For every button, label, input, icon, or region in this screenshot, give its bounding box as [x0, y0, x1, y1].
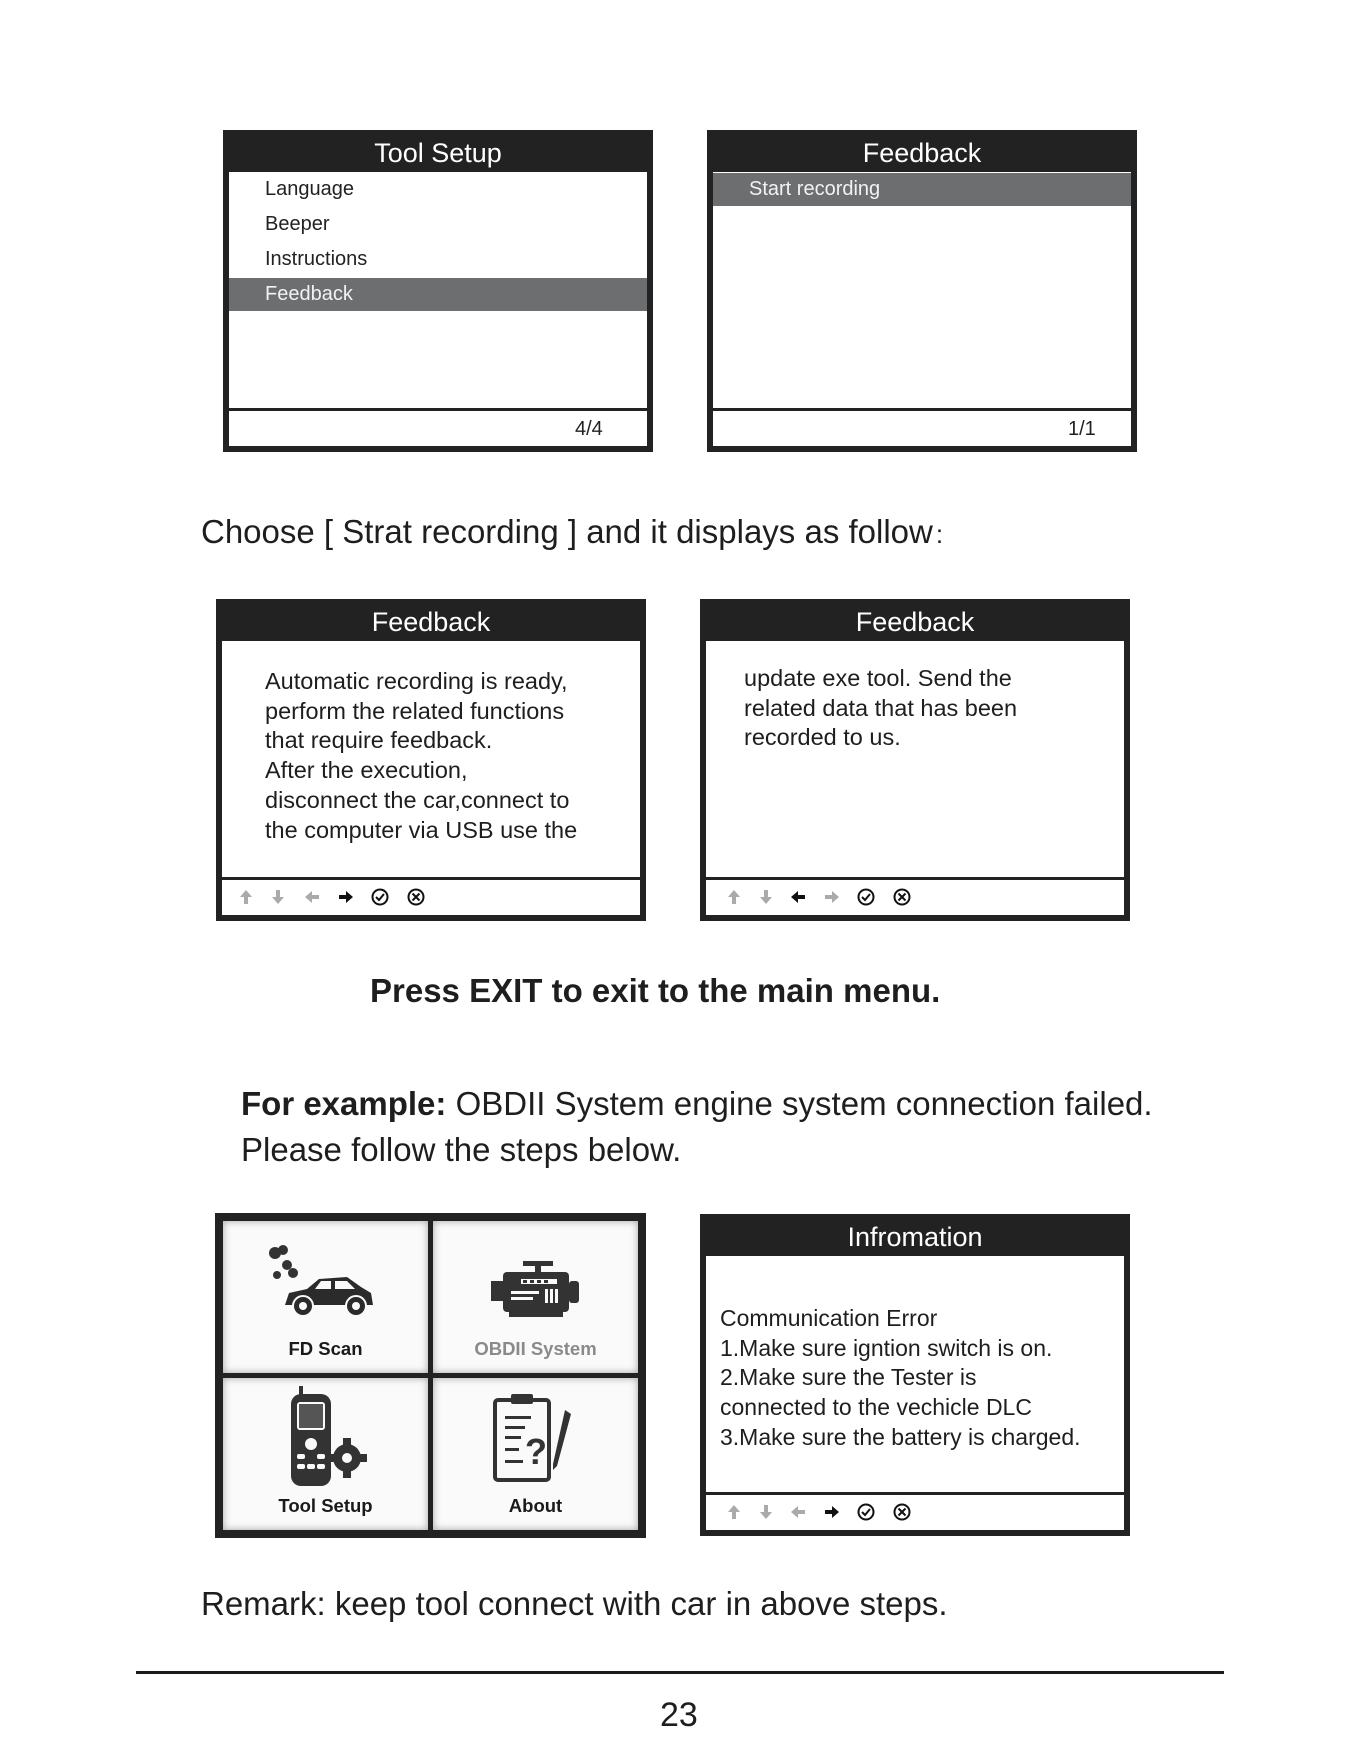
nav-bar: [706, 880, 1124, 915]
message-line: disconnect the car,connect to: [265, 786, 570, 813]
screen-title: Feedback: [862, 138, 982, 168]
right-arrow-icon[interactable]: [822, 1502, 842, 1522]
nav-bar: [222, 880, 640, 915]
message-line: the computer via USB use the: [265, 816, 578, 843]
ok-icon[interactable]: [856, 1502, 876, 1522]
message-line: recorded to us.: [744, 724, 901, 751]
instruction-sentence: Choose [ Strat recording ] and it displays as follow: [201, 513, 933, 550]
tool-setup-screen: [223, 130, 653, 452]
menu-item-start-recording[interactable]: Start recording: [713, 173, 1131, 206]
up-arrow-icon[interactable]: [724, 1502, 744, 1522]
example-line-2: Please follow the steps below.: [241, 1131, 682, 1168]
exit-note: Press EXIT to exit to the main menu.: [370, 972, 941, 1009]
main-menu-screen: [215, 1213, 646, 1538]
screen-title: Feedback: [371, 607, 491, 637]
right-arrow-icon[interactable]: [822, 887, 842, 907]
message-line: 2.Make sure the Tester is: [720, 1364, 977, 1391]
message-area: [706, 1256, 1124, 1492]
message-line: perform the related functions: [265, 697, 565, 724]
message-text: [720, 1304, 1081, 1453]
message-line: 1.Make sure igntion switch is on.: [720, 1334, 1053, 1361]
down-arrow-icon[interactable]: [268, 887, 288, 907]
screen-title: Infromation: [847, 1222, 983, 1252]
left-arrow-icon[interactable]: [788, 887, 808, 907]
cancel-icon[interactable]: [892, 887, 912, 907]
ok-icon[interactable]: [856, 887, 876, 907]
status-bar: [713, 411, 1131, 446]
instruction-colon: :: [935, 519, 944, 549]
message-line: related data that has been: [744, 694, 1018, 721]
message-line: Automatic recording is ready,: [265, 668, 568, 694]
menu-item-instructions[interactable]: Instructions: [265, 248, 368, 270]
remark-text: Remark: keep tool connect with car in above steps.: [201, 1585, 948, 1622]
engine-icon: [489, 1261, 581, 1319]
feedback-message-screen: [216, 599, 646, 921]
screen-title: Tool Setup: [374, 138, 502, 168]
menu-item-beeper[interactable]: Beeper: [265, 213, 330, 235]
feedback-message-screen-2: [700, 599, 1130, 921]
message-text: [265, 667, 577, 845]
clipboard-question-icon: [491, 1392, 577, 1484]
tile-fd-scan[interactable]: [223, 1221, 428, 1373]
message-line: update exe tool. Send the: [744, 665, 1012, 691]
information-screen: [700, 1214, 1130, 1536]
up-arrow-icon[interactable]: [724, 887, 744, 907]
right-arrow-icon[interactable]: [336, 887, 356, 907]
tile-label: Tool Setup: [278, 1495, 373, 1516]
message-line: that require feedback.: [265, 727, 493, 754]
page-indicator: 1/1: [1068, 418, 1096, 440]
message-line: Communication Error: [720, 1305, 938, 1331]
example-label: For example:: [241, 1085, 447, 1122]
tile-label: FD Scan: [288, 1338, 363, 1359]
page-number: 23: [660, 1696, 698, 1734]
menu-list: [229, 172, 647, 408]
example-paragraph: [241, 1085, 1153, 1123]
page-indicator: 4/4: [575, 418, 603, 440]
ok-icon[interactable]: [370, 887, 390, 907]
status-bar: [229, 411, 647, 446]
down-arrow-icon[interactable]: [756, 1502, 776, 1522]
tile-label: OBDII System: [474, 1338, 597, 1359]
left-arrow-icon[interactable]: [788, 1502, 808, 1522]
down-arrow-icon[interactable]: [756, 887, 776, 907]
tile-label: About: [508, 1495, 563, 1516]
scanner-gear-icon: [285, 1386, 369, 1490]
example-text: OBDII System engine system connection failed.: [446, 1085, 1153, 1122]
message-line: connected to the vechicle DLC: [720, 1394, 1032, 1421]
screen-title: Feedback: [855, 607, 975, 637]
svg-text:?: ?: [525, 1431, 547, 1472]
up-arrow-icon[interactable]: [236, 887, 256, 907]
instruction-text: [201, 513, 943, 551]
tile-tool-setup[interactable]: [223, 1378, 428, 1530]
message-line: 3.Make sure the battery is charged.: [720, 1423, 1081, 1450]
cancel-icon[interactable]: [406, 887, 426, 907]
cancel-icon[interactable]: [892, 1502, 912, 1522]
message-text: [744, 664, 1017, 753]
nav-bar: [706, 1495, 1124, 1530]
menu-item-feedback[interactable]: Feedback: [229, 278, 647, 311]
message-area: [222, 641, 640, 877]
menu-list: [713, 172, 1131, 408]
car-smoke-icon: [263, 1243, 383, 1323]
tile-about[interactable]: [433, 1378, 638, 1530]
menu-item-language[interactable]: Language: [265, 178, 354, 200]
message-line: After the execution,: [265, 757, 468, 784]
feedback-list-screen: [707, 130, 1137, 452]
tile-obdii-system[interactable]: [433, 1221, 638, 1373]
message-area: [706, 641, 1124, 877]
left-arrow-icon[interactable]: [302, 887, 322, 907]
footer-rule: [136, 1671, 1224, 1674]
